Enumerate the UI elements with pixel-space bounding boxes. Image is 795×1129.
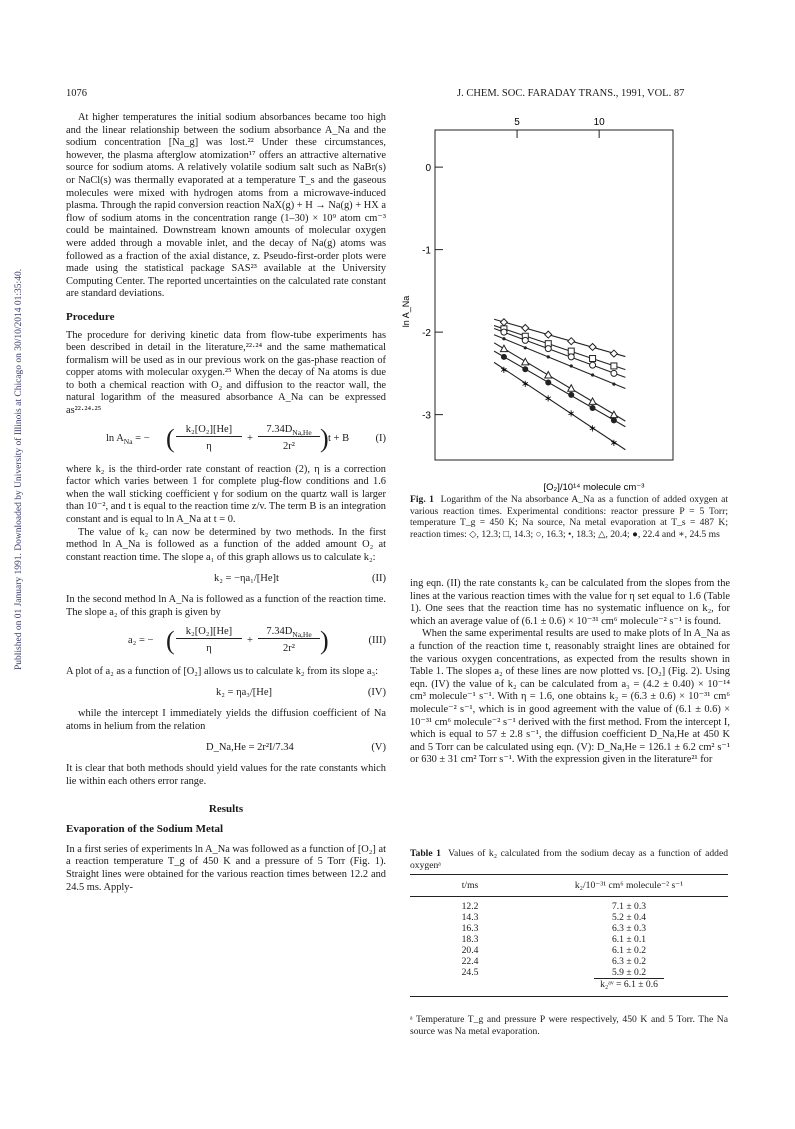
table-1-label: Table 1	[410, 848, 441, 859]
data-point-dot	[502, 337, 505, 340]
data-point-triangle	[610, 411, 617, 418]
eq1-den1: η	[206, 440, 212, 452]
right-column	[410, 578, 730, 767]
y-tick-label: -3	[422, 410, 431, 422]
eq1-num1: k₂[O₂][He]	[176, 424, 242, 438]
data-point-circle	[611, 370, 617, 376]
table-header-k2: k₂/10⁻³¹ cm⁶ molecule⁻² s⁻¹	[574, 880, 684, 891]
table-cell-time: 18.3	[461, 934, 479, 945]
paragraph: At higher temperatures the initial sodium absorbances became too high and the linear relationship between the sodium absorbance A_Na and the sodium concentration [Na_g] was lost.²² Under these circumstances, however, the plasma afterglow atomization¹⁷ offers an attractive alternative source for sodium atoms. A relatively volatile sodium salt such as NaBr(s) or NaCl(s) was thermally evaporated at a temperature T_s and the gaseous molecules were mixed with hydrogen atoms from a microwave-induced plasma. Through the rapid conversion reaction NaX(g) + H → Na(g) + HX a flow of sodium atoms in the concentration range (1–30) × 10⁹ atom cm⁻³ could be maintained. Downstream known amounts of molecular oxygen were added through a movable inlet, and the decay of Na(g) atoms was followed as a fraction of the axial distance, z. Pseudo-first-order plots were made using the statistical package SAS²³ available at the University Computing Center. The reported uncertainties on the calculated rate constant are standard deviations.	[66, 112, 386, 300]
table-average: k₂ᵃᵛ = 6.1 ± 0.6	[594, 978, 664, 990]
data-point-dot	[591, 373, 594, 376]
data-point-diamond	[589, 343, 596, 350]
data-point-asterisk: ∗	[544, 393, 553, 405]
table-body	[410, 897, 728, 978]
eq1-tail: t + B	[328, 432, 350, 444]
paragraph: The procedure for deriving kinetic data from flow-tube experiments has been described in detail in the literature,²²·²⁴ and the same mathematical formalism will be used as in our previous work on the gas-phase reaction of copper atoms with molecular oxygen.²⁵ When the decay of Na atoms is due to both a chemical reaction with O₂ and diffusion to the reactor wall, the natural logarithm of the measured absorbance A_Na can be expressed as²²·²⁴·²⁵	[66, 329, 386, 417]
table-cell-k2: 6.3 ± 0.3	[611, 923, 647, 934]
table-1-footnote: ᵃ Temperature T_g and pressure P were respectively, 450 K and 5 Torr. The Na source was Na metal evaporation.	[410, 1014, 728, 1037]
eq1-lhs-sub: Na	[123, 436, 133, 446]
data-point-diamond	[610, 350, 617, 357]
paragraph: When the same experimental results are used to make plots of ln A_Na as a function of the reaction time t, reasonably straight lines are obtained for the various oxygen concentrations, as expected from the results shown in Table 1. The slopes a₂ of these lines are now plotted vs. [O₂] (Fig. 2). Using eqn. (IV) the value of k₂ can be calculated from a₃ = (4.2 ± 0.40) × 10⁻¹⁴ cm³ molecule⁻¹ s⁻¹. With η = 1.6, one obtains k₂ = (6.3 ± 0.6) × 10⁻³¹ cm⁶ molecule⁻² s⁻¹, which is in good agreement with the value of (6.1 ± 0.6) × 10⁻³¹ cm⁶ molecule⁻² s⁻¹ derived with the first method. From the intercept I, which is equal to 57 ± 2.8 s⁻¹, the diffusion coefficient D_Na,He at 450 K and 5 Torr can be calculated using eqn. (V): D_Na,He = 126.1 ± 6.2 cm² s⁻¹ or 630 ± 31 cm² Torr s⁻¹. With the expression given in the literature²¹ for	[410, 628, 730, 766]
eq1-lhs: ln A	[106, 432, 124, 444]
eq1-den2: 2r²	[283, 440, 295, 452]
figure-1-label: Fig. 1	[410, 494, 434, 505]
eq3-num1: k₂[O₂][He]	[176, 626, 242, 640]
table-row	[410, 901, 728, 912]
x-tick-label: 10	[593, 117, 605, 128]
download-notice	[2, 200, 24, 680]
left-column	[66, 112, 386, 894]
table-1-title: Values of k₂ calculated from the sodium decay as a function of added oxygenᵃ	[410, 848, 729, 871]
table-cell-k2: 6.3 ± 0.2	[611, 956, 647, 967]
eq3-num2-sub: Na,He	[292, 629, 312, 639]
data-point-asterisk: ∗	[521, 378, 530, 390]
x-axis-label: [O₂]/10¹⁴ molecule cm⁻³	[543, 482, 645, 492]
equation-2	[66, 568, 386, 590]
eq4-label: (IV)	[367, 687, 386, 699]
table-header-time: t/ms	[461, 880, 479, 891]
data-point-dot	[570, 364, 573, 367]
equation-4	[66, 682, 386, 704]
eq2-label: (II)	[372, 573, 386, 585]
table-cell-k2: 7.1 ± 0.3	[611, 901, 647, 912]
eq3-den1: η	[206, 642, 212, 654]
data-point-circle	[590, 362, 596, 368]
data-point-asterisk: ∗	[588, 423, 597, 435]
data-point-filled-circle	[522, 366, 528, 372]
x-tick-label: 5	[514, 117, 520, 128]
table-cell-k2: 6.1 ± 0.1	[611, 934, 647, 945]
eq4: k₂ = ηa₃/[He]	[216, 687, 273, 699]
y-tick-label: 0	[425, 163, 431, 175]
page-number: 1076	[66, 88, 87, 99]
paragraph: The value of k₂ can now be determined by two methods. In the first method ln A_Na is followed as a function of the added amount O₂ at constant reaction time. The slope a₁ of this graph allows us to calculate k₂:	[66, 526, 386, 563]
table-header	[410, 874, 728, 897]
data-point-dot	[612, 383, 615, 386]
data-point-asterisk: ∗	[567, 408, 576, 420]
data-point-triangle	[545, 372, 552, 379]
data-point-filled-circle	[501, 354, 507, 360]
download-notice-text: Published on 01 January 1991. Downloaded by University of Illinois at Chicago on 30/10/2014 01:35:40.	[14, 268, 24, 670]
table-cell-k2: 5.2 ± 0.4	[611, 912, 647, 923]
table-row	[410, 934, 728, 945]
figure-1-caption	[410, 494, 728, 540]
data-point-diamond	[500, 319, 507, 326]
subheading-evaporation: Evaporation of the Sodium Metal	[66, 823, 224, 836]
data-point-asterisk: ∗	[499, 364, 509, 376]
data-point-square	[611, 363, 617, 369]
section-heading-procedure: Procedure	[66, 310, 115, 323]
eq3-num2: 7.34D	[266, 625, 293, 637]
table-cell-time: 16.3	[461, 923, 479, 934]
data-point-filled-circle	[545, 379, 551, 385]
series-line	[494, 335, 625, 389]
table-cell-k2: 6.1 ± 0.2	[611, 945, 647, 956]
data-point-diamond	[522, 325, 529, 332]
table-row	[410, 967, 728, 978]
y-axis-label: ln A_Na	[401, 295, 411, 328]
table-row	[410, 912, 728, 923]
eq1-label: (I)	[375, 432, 386, 444]
data-point-dot	[524, 346, 527, 349]
equation-3: a₂ = − ( k₂[O₂][He] η + $7.34D_{Na,He}$ 2r² ) (III)	[128, 625, 386, 655]
data-point-triangle	[500, 345, 507, 352]
section-heading-results: Results	[208, 802, 244, 815]
y-tick-label: -2	[422, 328, 431, 340]
data-point-square	[590, 356, 596, 362]
data-point-diamond	[545, 331, 552, 338]
paragraph: It is clear that both methods should yield values for the rate constants which lie within each others error range.	[66, 763, 386, 787]
data-point-square	[568, 348, 574, 354]
data-point-dot	[547, 355, 550, 358]
paragraph: ing eqn. (II) the rate constants k₂ can be calculated from the slopes from the lines at the various reaction times with the value for η set equal to 1.6 (Table 1). One sees that the reaction time has no systematic influence on k₂, for which an average value of (6.1 ± 0.6) × 10⁻³¹ cm⁶ molecule⁻² s⁻¹ is found.	[410, 578, 730, 627]
eq5: D_Na,He = 2r²I/7.34	[206, 742, 294, 754]
data-point-filled-circle	[568, 392, 574, 398]
paragraph: In a first series of experiments ln A_Na was followed as a function of [O₂] at a reaction temperature T_g of 450 K and a pressure of 5 Torr (Fig. 1). Straight lines were obtained for the various reaction times between 12.2 and 24.5 ms. Apply-	[66, 843, 386, 893]
paragraph: In the second method ln A_Na is followed as a function of the reaction time. The slope a₂ of this graph is given by	[66, 594, 386, 618]
table-cell-time: 14.3	[461, 912, 479, 923]
table-row	[410, 923, 728, 934]
eq3-lhs: a₂ = −	[128, 634, 154, 646]
series-line	[494, 343, 625, 421]
eq3-label: (III)	[368, 634, 386, 646]
series-line	[494, 319, 625, 356]
data-point-diamond	[568, 338, 575, 345]
table-cell-time: 22.4	[461, 956, 479, 967]
paragraph: where k₂ is the third-order rate constant of reaction (2), η is a correction factor which varies between 1 for complete plug-flow conditions and 1.6 when the wall sticking coefficient γ for sodium on the quartz wall is larger than 10⁻², and t is equal to the reaction time z/v. The term B is an integration constant and is equal to ln A_Na at t = 0.	[66, 463, 386, 526]
table-row	[410, 956, 728, 967]
table-average-row	[410, 979, 728, 990]
table-row	[410, 945, 728, 956]
equation-1: $\ln A_{Na}$ = − ( k₂[O₂][He] η + $7.34D_{Na,He}$ 2r² ) t + B (I)	[106, 423, 386, 453]
series-line	[494, 362, 625, 449]
table-cell-time: 12.2	[461, 901, 479, 912]
plot-frame	[435, 130, 673, 460]
eq1-num2-sub: Na,He	[292, 427, 312, 437]
eq2: k₂ = −ηa₁/[He]t	[214, 573, 279, 585]
table-1	[410, 874, 728, 997]
data-point-filled-circle	[590, 405, 596, 411]
table-cell-time: 20.4	[461, 945, 479, 956]
table-1-caption	[410, 848, 728, 871]
data-point-triangle	[589, 398, 596, 405]
eq1-num2: 7.34D	[266, 423, 293, 435]
data-point-circle	[568, 354, 574, 360]
data-point-circle	[545, 346, 551, 352]
paragraph: while the intercept I immediately yields the diffusion coefficient of Na atoms in helium from the relation	[66, 708, 386, 732]
equation-5	[66, 737, 386, 759]
series-line	[494, 328, 625, 377]
paragraph: A plot of a₂ as a function of [O₂] allows us to calculate k₂ from its slope a₃:	[66, 665, 378, 677]
table-cell-k2: 5.9 ± 0.2	[611, 967, 647, 978]
figure-1-caption-text: Logarithm of the Na absorbance A_Na as a function of added oxygen at various reaction times. Experimental conditions: reactor pressure P = 5 Torr; temperature T_g = 450 K; Na source, Na metal evaporation at T_s = 487 K; reaction times: ◇, 12.3; □, 14.3; ○, 16.3; •, 18.3; △, 20.4; ●, 22.4 and ∗, 24.5 ms	[410, 494, 728, 540]
eq3-den2: 2r²	[283, 642, 295, 654]
data-point-circle	[501, 329, 507, 335]
data-point-circle	[522, 337, 528, 343]
journal-header: J. CHEM. SOC. FARADAY TRANS., 1991, VOL. 87	[457, 88, 685, 99]
table-cell-time: 24.5	[461, 967, 479, 978]
data-point-filled-circle	[611, 417, 617, 423]
figure-1	[395, 112, 735, 492]
y-tick-label: -1	[422, 245, 431, 257]
chart-figure-1	[395, 112, 735, 492]
data-point-asterisk: ∗	[609, 438, 619, 450]
eq5-label: (V)	[371, 742, 386, 754]
